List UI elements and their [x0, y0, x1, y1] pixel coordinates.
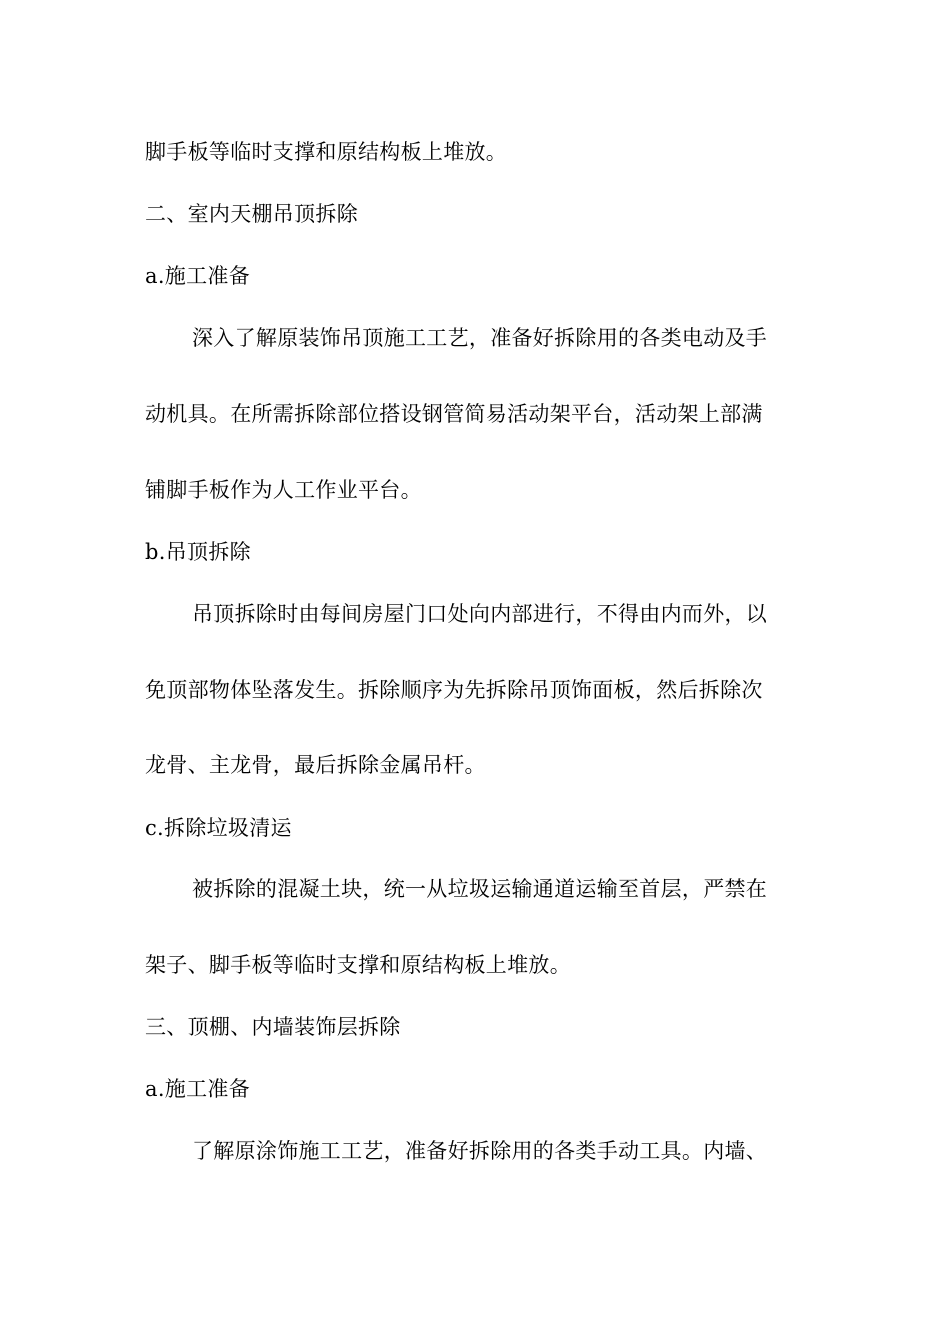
paragraph-line: 免顶部物体坠落发生。拆除顺序为先拆除吊顶饰面板，然后拆除次 — [145, 678, 763, 702]
paragraph-line: 吊顶拆除时由每间房屋门口处向内部进行，不得由内而外，以 — [192, 602, 768, 626]
paragraph-line: 架子、脚手板等临时支撑和原结构板上堆放。 — [145, 953, 571, 977]
paragraph-line: 铺脚手板作为人工作业平台。 — [145, 478, 422, 502]
paragraph-line: 动机具。在所需拆除部位搭设钢管简易活动架平台，活动架上部满 — [145, 402, 763, 426]
paragraph-line: 龙骨、主龙骨，最后拆除金属吊杆。 — [145, 753, 486, 777]
subsection-heading: a.施工准备 — [145, 264, 250, 288]
paragraph-line: 被拆除的混凝土块，统一从垃圾运输通道运输至首层，严禁在 — [192, 877, 768, 901]
paragraph-line: 脚手板等临时支撑和原结构板上堆放。 — [145, 140, 508, 164]
subsection-heading: b.吊顶拆除 — [145, 540, 251, 564]
paragraph-line: 深入了解原装饰吊顶施工工艺，准备好拆除用的各类电动及手 — [192, 326, 768, 350]
subsection-heading: c.拆除垃圾清运 — [145, 816, 292, 840]
section-heading: 二、室内天棚吊顶拆除 — [145, 202, 358, 226]
subsection-heading: a.施工准备 — [145, 1077, 250, 1101]
section-heading: 三、顶棚、内墙装饰层拆除 — [145, 1015, 401, 1039]
paragraph-line: 了解原涂饰施工工艺，准备好拆除用的各类手动工具。内墙、 — [192, 1139, 768, 1163]
